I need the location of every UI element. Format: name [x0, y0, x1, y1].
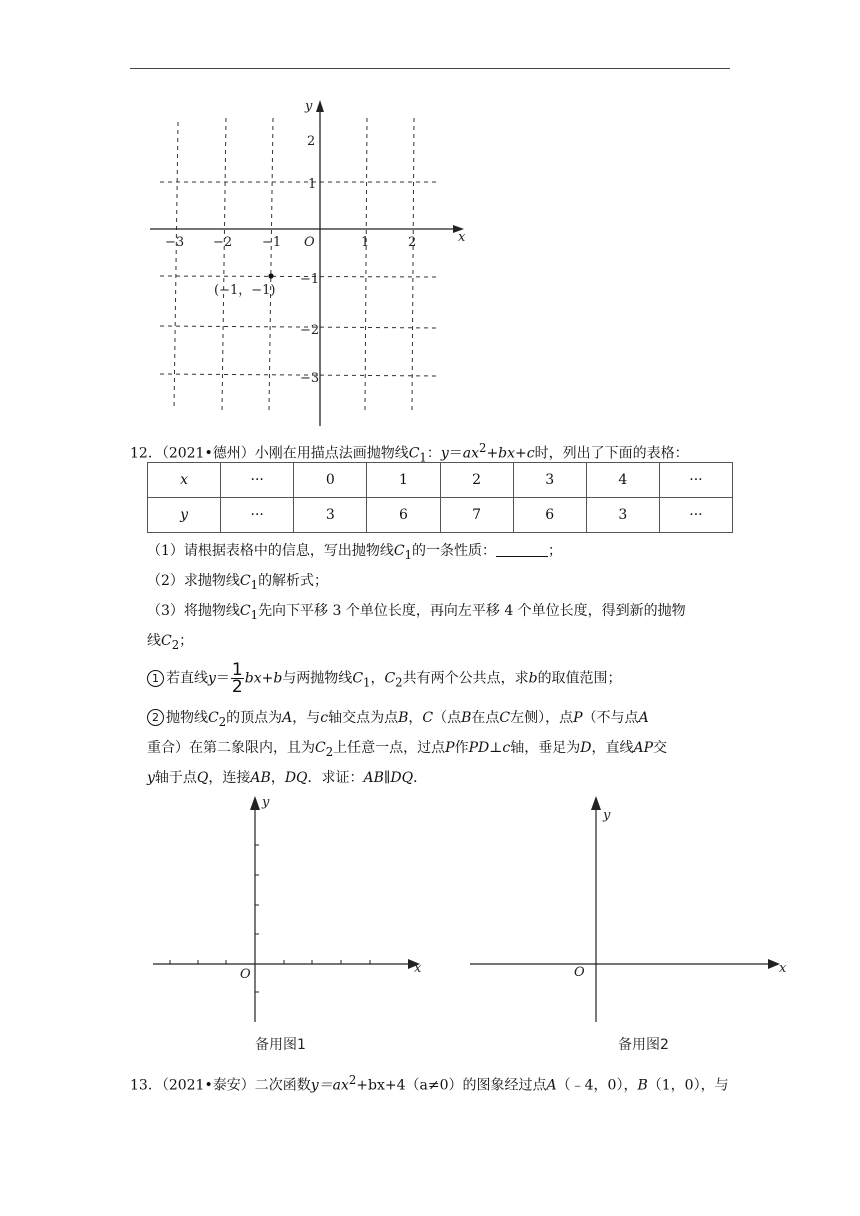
- q12-part3-line1: （3）将抛物线$C_1$先向下平移 3 个单位长度，再向左平移 4 个单位长度，得到新的抛物: [147, 603, 686, 622]
- origin-label: O: [240, 967, 251, 982]
- table-cell: 3: [586, 498, 659, 533]
- origin-label: O: [574, 965, 585, 980]
- table-cell: ···: [659, 498, 732, 533]
- y-tick-label: −1: [300, 272, 320, 287]
- table-cell: 3: [513, 463, 586, 498]
- table-cell: 1: [367, 463, 440, 498]
- x-axis-label: x: [414, 961, 422, 976]
- origin-label: O: [304, 235, 315, 250]
- y-tick-label: 1: [308, 177, 317, 192]
- table-cell: 2: [440, 463, 513, 498]
- table-cell: 3: [294, 498, 367, 533]
- table-cell: 7: [440, 498, 513, 533]
- table-cell: 6: [367, 498, 440, 533]
- x-axis-label: x: [779, 961, 787, 976]
- table-cell: x: [148, 463, 221, 498]
- point-label: (−1，−1): [214, 283, 276, 298]
- table-cell: ···: [221, 463, 294, 498]
- q13-header: 13．（2021•泰安）二次函数$y=ax^2+bx+4(a\ne 0)$的图象经过点A（﹣4，0），B（1，0），与: [130, 1073, 729, 1094]
- x-tick-label: −1: [262, 235, 282, 250]
- table-cell: 0: [294, 463, 367, 498]
- q12-header: 12．（2021•德州）小刚在用描点法画抛物线$C_1$：$y=ax^2+bx+c$时，列出了下面的表格：: [130, 441, 689, 465]
- q12-part1: （1）请根据表格中的信息，写出抛物线$C_1$的一条性质： ；: [147, 543, 563, 562]
- y-axis-label: y: [603, 808, 611, 823]
- y-axis-label: y: [305, 99, 313, 114]
- x-tick-label: −2: [213, 235, 233, 250]
- q12-part3-line2: 线$C_2$；: [147, 633, 194, 652]
- circled-number: 1: [147, 670, 164, 687]
- table-cell: 4: [586, 463, 659, 498]
- q12-subq2-line1: 2 抛物线$C_2$的顶点为A，与c轴交点为点B，C（点B在点C左侧），点P（不与点A: [147, 708, 649, 732]
- x-tick-label: 1: [361, 235, 370, 250]
- q12-subq1: 1 若直线y＝ $\frac{1}{2}$ bx+b与两抛物线$C_1$，$C_2$共有两个公共点，求b的取值范围；: [147, 662, 622, 695]
- caption-label: 备用图2: [618, 1037, 669, 1053]
- y-axis-label: y: [262, 795, 270, 810]
- table-cell: y: [148, 498, 221, 533]
- y-tick-label: 2: [307, 134, 316, 149]
- q12-subq2-line2: 重合）在第二象限内，且为$C_2$上任意一点，过点P作PD⊥c轴，垂足为D，直线AP交: [147, 740, 667, 759]
- x-tick-label: −3: [165, 235, 185, 250]
- y-tick-label: −3: [300, 371, 320, 386]
- table-cell: 6: [513, 498, 586, 533]
- x-axis-label: x: [458, 230, 466, 245]
- q12-part2: （2）求抛物线$C_1$的解析式；: [147, 573, 329, 592]
- fraction: $\frac{1}{2}$: [231, 660, 243, 697]
- x-tick-label: 2: [408, 235, 417, 250]
- y-axis-arrow: [591, 796, 601, 810]
- table-cell: ···: [221, 498, 294, 533]
- caption-label: 备用图1: [255, 1037, 306, 1053]
- circled-number: 2: [147, 709, 164, 726]
- table-cell: ···: [659, 463, 732, 498]
- q12-subq2-line3: y轴于点Q，连接AB，DQ．求证：AB∥DQ．: [147, 770, 428, 786]
- y-tick-label: −2: [300, 323, 320, 338]
